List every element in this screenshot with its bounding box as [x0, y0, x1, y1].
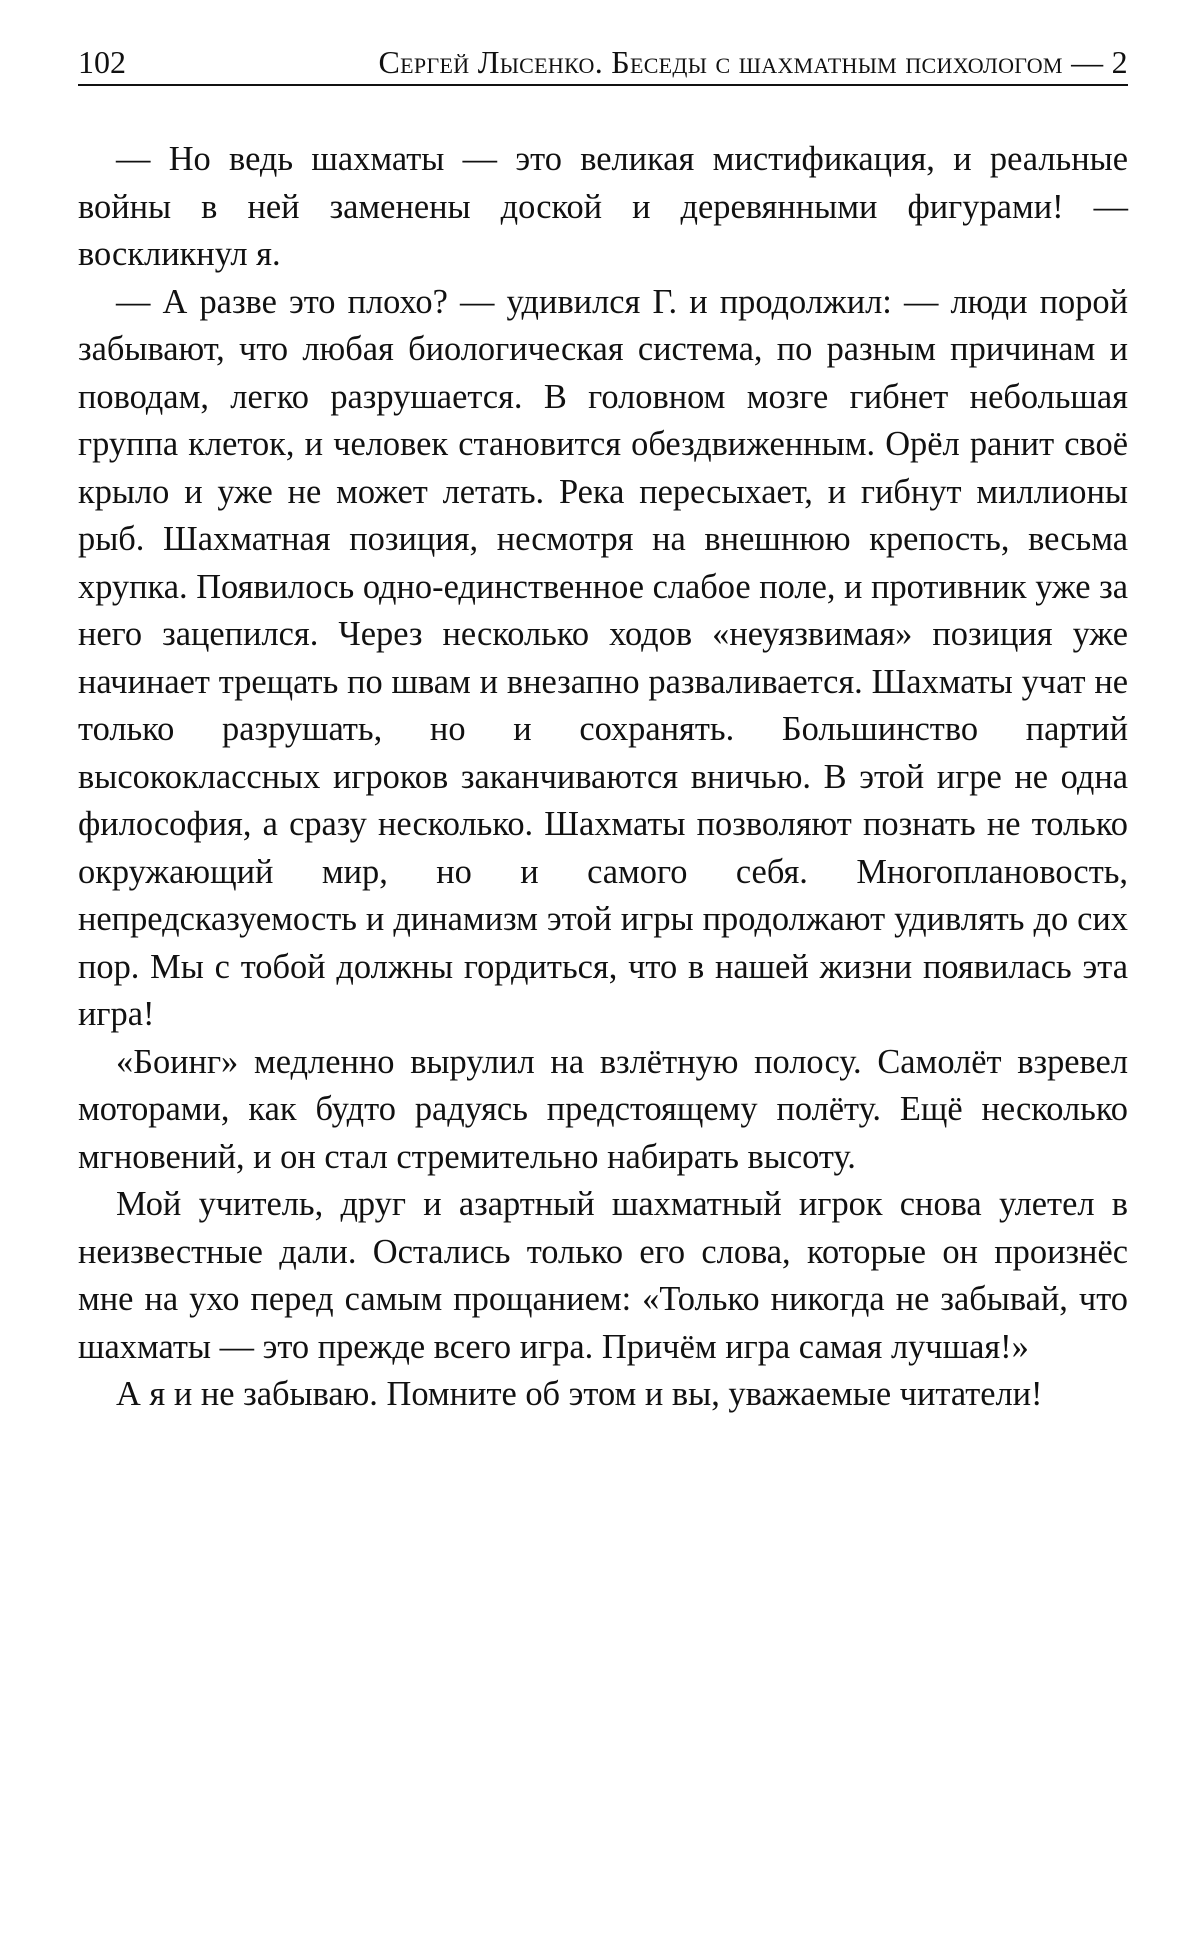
paragraph: А я и не забываю. Помните об этом и вы, уважаемые читатели! [116, 1375, 1043, 1413]
paragraph: «Боинг» медленно вырулил на взлётную полосу. Самолёт взревел моторами, как будто радуясь предстоящему полёту. Ещё несколько мгновений, и он стал стремительно набирать высоту. [78, 1042, 1128, 1176]
page-number: 102 [78, 44, 126, 80]
book-page [78, 40, 1128, 1419]
body-text [78, 136, 1128, 1419]
running-head [78, 40, 1128, 86]
running-title: Сергей Лысенко. Беседы с шахматным психологом — 2 [378, 44, 1128, 80]
paragraph: — Но ведь шахматы — это великая мистификация, и реальные войны в ней заменены доской и деревянными фигурами! — воскликнул я. [78, 140, 1128, 273]
paragraph: — А разве это плохо? — удивился Г. и продолжил: — люди порой забывают, что любая биологическая система, по разным причинам и поводам, легко разрушается. В головном мозге гибнет небольшая группа клеток, и человек становится обездвиженным. Орёл ранит своё крыло и уже не может летать. Река пересыхает, и гибнут миллионы рыб. Шахматная позиция, несмотря на внешнюю крепость, весьма хрупка. Появилось одно-единственное слабое поле, и противник уже за него зацепился. Через несколько ходов «неуязвимая» позиция уже начинает трещать по швам и внезапно разваливается. Шахматы учат не только разрушать, но и сохранять. Большинство партий высококлассных игроков заканчиваются вничью. В этой игре не одна философия, а сразу несколько. Шахматы позволяют познать не только окружающий мир, но и самого себя. Многоплановость, непредсказуемость и динамизм этой игры продолжают удивлять до сих пор. Мы с тобой должны гордиться, что в нашей жизни появилась эта игра! [78, 282, 1128, 1033]
paragraph: Мой учитель, друг и азартный шахматный игрок снова улетел в неизвестные дали. Остались только его слова, которые он произнёс мне на ухо перед самым прощанием: «Только никогда не забывай, что шахматы — это прежде всего игра. Причём игра самая лучшая!» [78, 1185, 1128, 1366]
